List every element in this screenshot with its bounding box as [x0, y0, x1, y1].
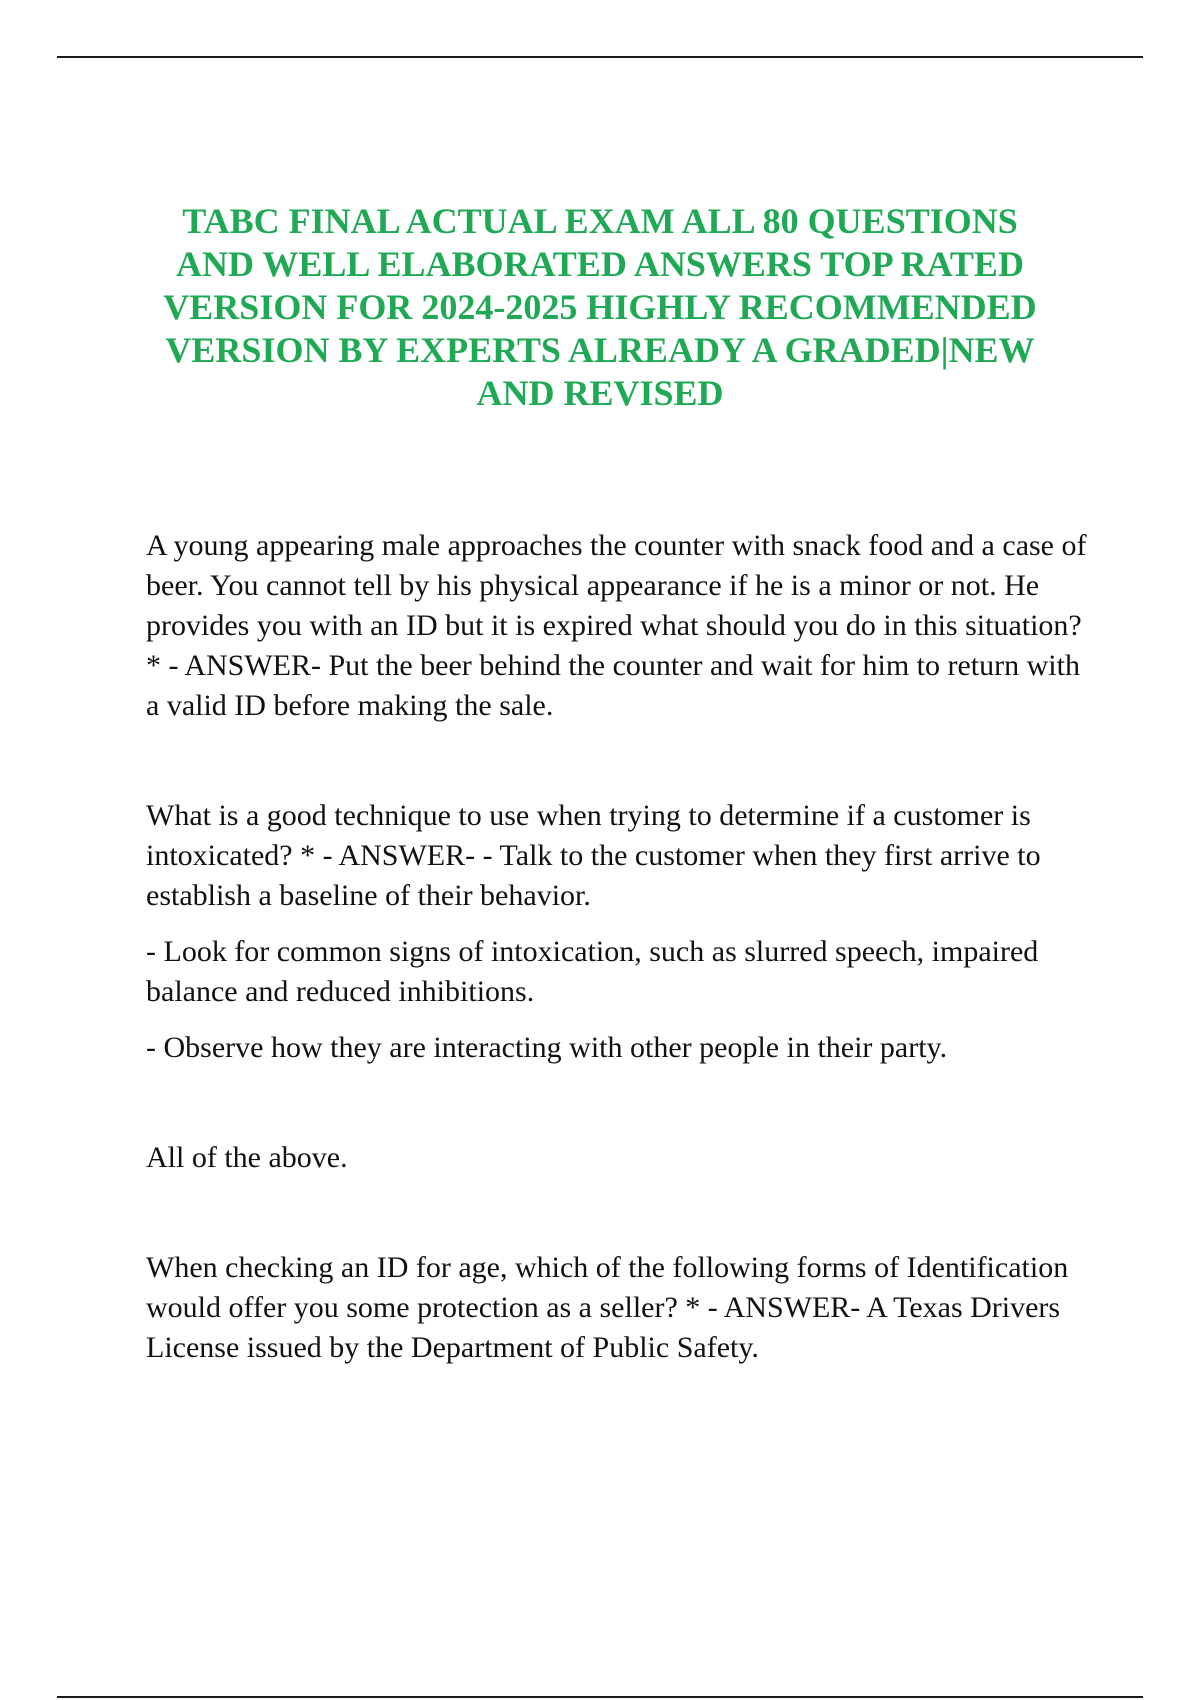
- qa-paragraph: A young appearing male approaches the counter with snack food and a case of beer. You cannot tell by his physical appearance if he is a minor or not. He provides you with an ID but it is expired what should you do in this situation? * - ANSWER- Put the beer behind the counter and wait for him to return with a valid ID before making the sale.: [146, 529, 1087, 722]
- footer-rule: [57, 1696, 1143, 1698]
- qa-item: [146, 1248, 1096, 1368]
- qa-paragraph: All of the above.: [146, 1141, 348, 1174]
- qa-item: [146, 526, 1096, 726]
- header-rule: [57, 56, 1143, 58]
- qa-content: [146, 526, 1096, 1368]
- qa-paragraph: - Observe how they are interacting with other people in their party.: [146, 1031, 948, 1064]
- qa-paragraph: - Look for common signs of intoxication, such as slurred speech, impaired balance and reduced inhibitions.: [146, 935, 1039, 1008]
- document-title: TABC FINAL ACTUAL EXAM ALL 80 QUESTIONS AND WELL ELABORATED ANSWERS TOP RATED VERSION FOR 2024-2025 HIGHLY RECOMMENDED VERSION BY EXPERTS ALREADY A GRADED|NEW AND REVISED: [163, 201, 1037, 413]
- qa-paragraph: When checking an ID for age, which of the following forms of Identification would offer you some protection as a seller? * - ANSWER- A Texas Drivers License issued by the Department of Public Safety.: [146, 1251, 1069, 1364]
- qa-item: [146, 796, 1096, 1178]
- qa-paragraph: What is a good technique to use when trying to determine if a customer is intoxicated? * - ANSWER- - Talk to the customer when they first arrive to establish a baseline of their behavior.: [146, 799, 1041, 912]
